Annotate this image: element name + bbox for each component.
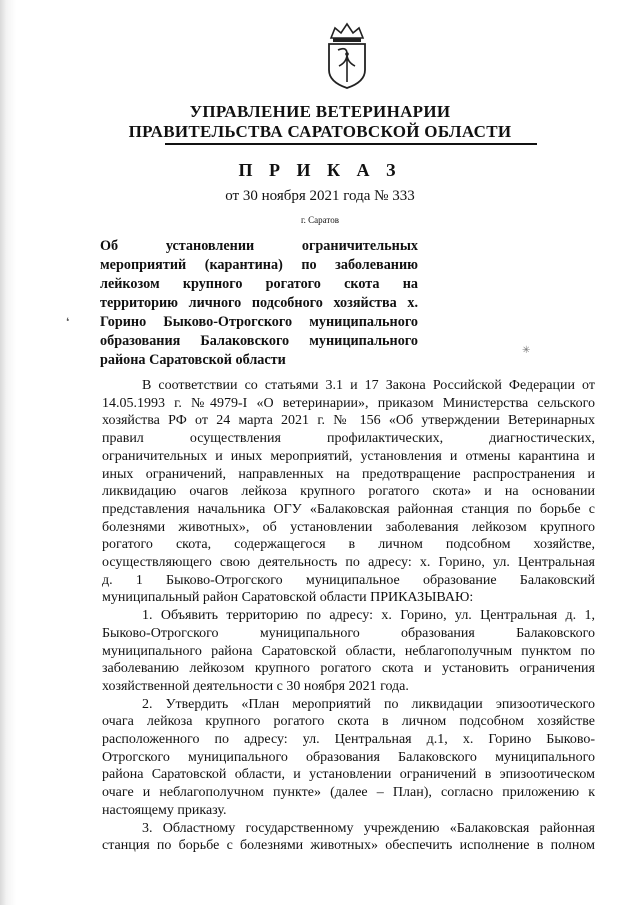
scan-speck: ✳ <box>522 345 531 356</box>
body-line: 3. Областному государственному учреждению «Балаковская районная <box>142 820 595 836</box>
saratov-coat-of-arms-icon <box>325 20 369 90</box>
body-line: правил осуществления профилактических, диагностических, <box>102 431 595 447</box>
order-city: г. Саратов <box>301 215 339 225</box>
body-line: осуществляющего свою деятельность по адресу: х. Горино, ул. Центральная <box>102 555 595 571</box>
subject-line: Горино Быково-Отрогского муниципального <box>100 314 418 330</box>
body-line: муниципального района Саратовской области, неблагополучным пунктом по <box>102 643 595 659</box>
body-line: очага лейкоза крупного рогатого скота в личном подсобном хозяйстве <box>102 714 595 730</box>
order-date-number: от 30 ноября 2021 года № 333 <box>225 188 415 204</box>
document-title: П Р И К А З <box>238 160 402 180</box>
body-line: хозяйственной деятельности с 30 ноября 2021 года. <box>102 678 409 694</box>
body-line: расположенного по адресу: ул. Центральная д.1, х. Горино Быково- <box>102 732 595 748</box>
clause-2 <box>102 696 595 820</box>
body-line: хозяйства РФ от 24 марта 2021 г. № 156 «Об утверждении Ветеринарных <box>102 413 595 429</box>
body-line: станция по борьбе с болезнями животных» обеспечить исполнение в полном <box>102 838 595 854</box>
body-line: рогатого скота, содержащегося в личном подсобном хозяйстве, <box>102 537 595 553</box>
body-line: заболеванию лейкозом крупного рогатого скота и установить ограничения <box>102 661 595 677</box>
subject-line: лейкозом крупного рогатого скота на <box>100 276 418 292</box>
body-line: представления начальника ОГУ «Балаковская районная станция по борьбе с <box>102 501 595 517</box>
body-line: 14.05.1993 г. №4979-I «О ветеринарии», приказом Министерства сельского <box>102 395 595 411</box>
body-line: ограничительных и иных мероприятий, установления и отмены карантина и <box>102 448 595 464</box>
body-line: Быково-Отрогского муниципального образования Балаковского <box>102 625 595 641</box>
body-line: болезнями животных», об установлении заболевания лейкозом крупного <box>102 519 595 535</box>
preamble-paragraph <box>102 377 595 607</box>
organization-name-line2: ПРАВИТЕЛЬСТВА САРАТОВСКОЙ ОБЛАСТИ <box>128 122 512 141</box>
body-line: ликвидацию очагов лейкоза крупного рогатого скота» и на основании <box>102 484 595 500</box>
organization-name-line1: УПРАВЛЕНИЕ ВЕТЕРИНАРИИ <box>189 102 451 121</box>
body-line: иных ограничений, направленных на предотвращение распространения и <box>102 466 595 482</box>
order-subject <box>100 237 418 370</box>
body-line: муниципальный район Саратовской области ПРИКАЗЫВАЮ: <box>102 590 474 606</box>
body-line: очаге и неблагополучном пункте» (далее – План), согласно приложению к <box>102 785 595 801</box>
clause-1 <box>102 607 595 696</box>
body-line: 1. Объявить территорию по адресу: х. Горино, ул. Центральная д. 1, <box>142 608 595 624</box>
subject-line: Об установлении ограничительных <box>100 238 418 254</box>
subject-line: района Саратовской области <box>100 352 286 368</box>
body-line: настоящему приказу. <box>102 802 227 818</box>
header-divider <box>165 143 537 145</box>
body-line: 2. Утвердить «План мероприятий по ликвидации эпизоотического <box>142 696 595 712</box>
subject-line: мероприятий (карантина) по заболеванию <box>100 257 418 273</box>
body-line: Отрогского муниципального образования Балаковского муниципального <box>102 749 595 765</box>
order-body <box>102 377 595 855</box>
subject-line: образования Балаковского муниципального <box>100 333 418 349</box>
body-line: района Саратовской области, и установлении ограничений в эпизоотическом <box>102 767 595 783</box>
clause-3 <box>102 820 595 855</box>
body-line: В соответствии со статьями 3.1 и 17 Закона Российской Федерации от <box>142 378 595 393</box>
body-line: д. 1 Быково-Отрогского муниципальное образование Балаковский <box>102 572 595 588</box>
scan-speck: ❛ <box>66 317 70 328</box>
subject-line: территорию личного подсобного хозяйства х. <box>100 295 418 311</box>
